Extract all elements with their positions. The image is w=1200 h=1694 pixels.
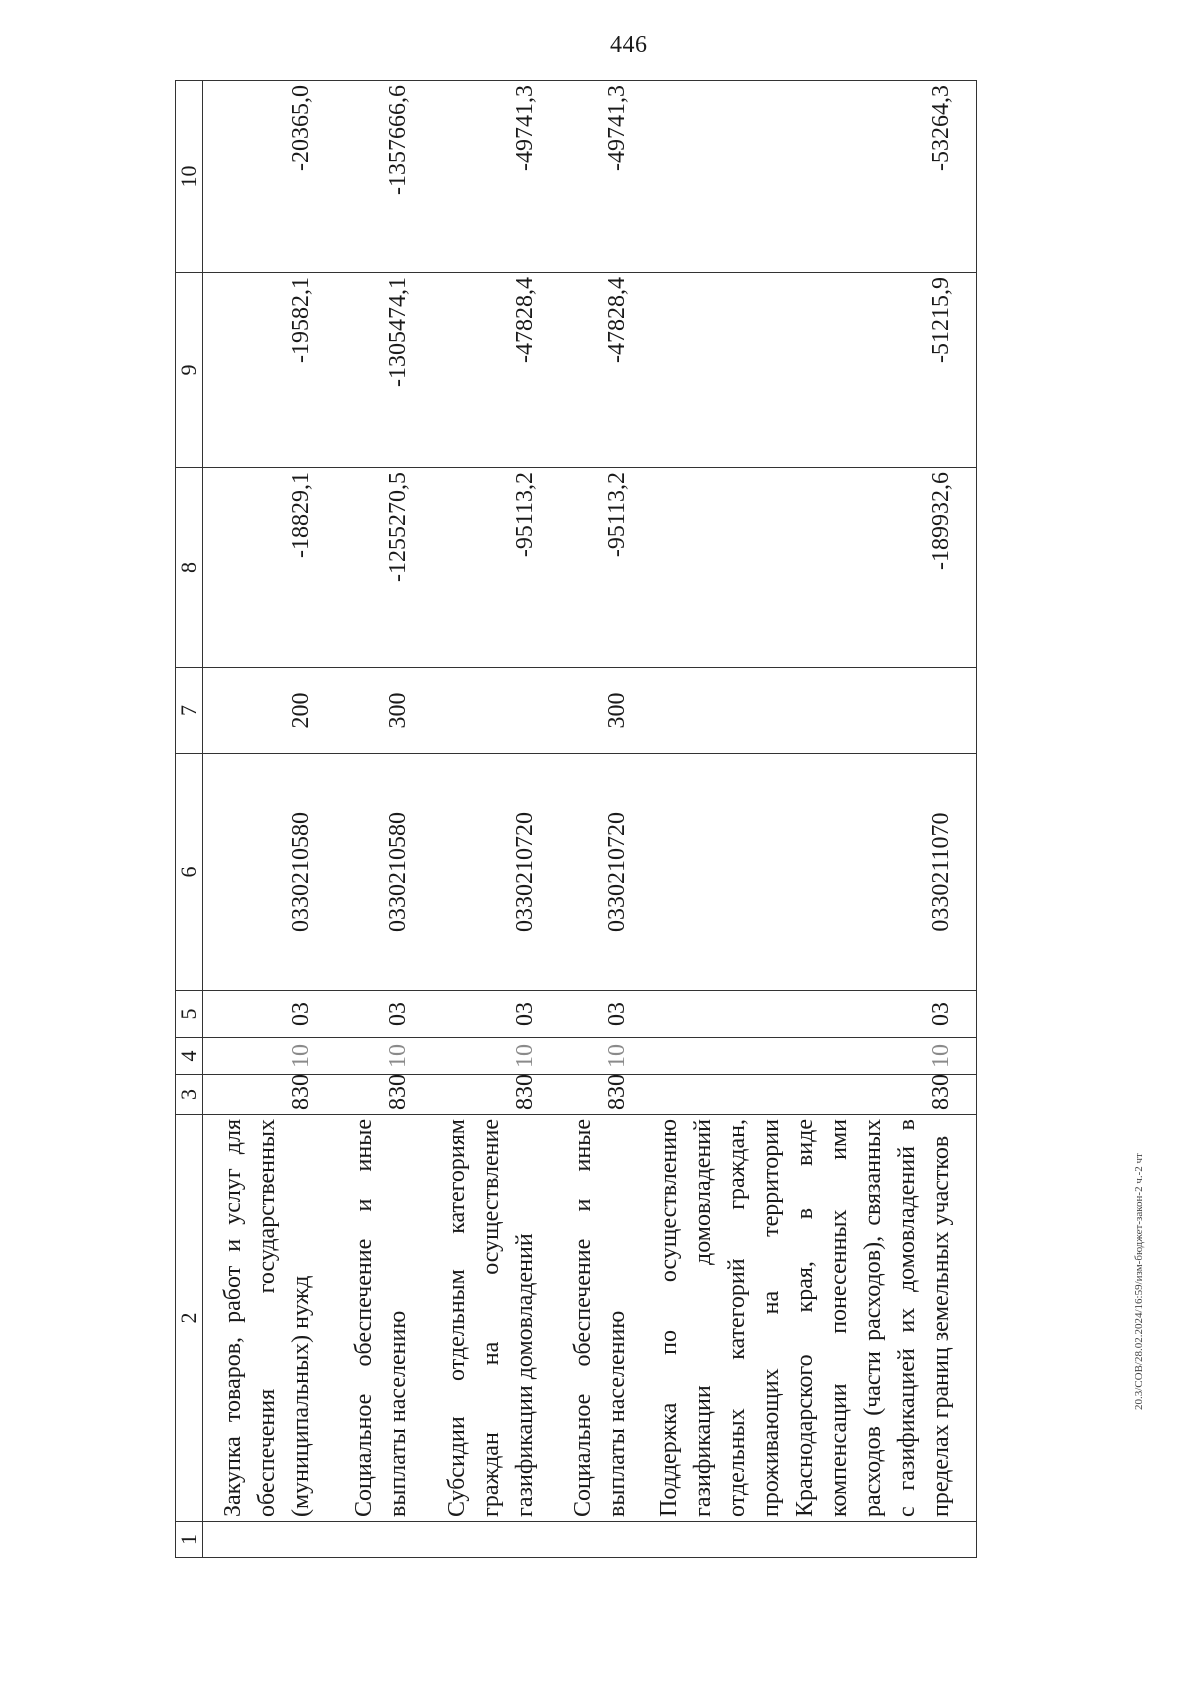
subsection-code-cell: 03 xyxy=(203,991,336,1038)
subsection-code-cell: 03 xyxy=(336,991,433,1038)
column-header: 6 xyxy=(176,754,203,991)
ministry-code-cell: 830 xyxy=(560,1075,652,1115)
ministry-code-cell: 830 xyxy=(203,1075,336,1115)
row-number-cell xyxy=(560,1522,652,1558)
subsection-code-cell: 03 xyxy=(433,991,560,1038)
ministry-code-cell: 830 xyxy=(433,1075,560,1115)
amount-year3-cell: -49741,3 xyxy=(433,81,560,273)
expense-type-cell: 300 xyxy=(336,668,433,754)
row-number-cell xyxy=(652,1522,977,1558)
row-number-cell xyxy=(203,1522,336,1558)
subsection-code-cell: 03 xyxy=(652,991,977,1038)
column-header: 2 xyxy=(176,1115,203,1522)
amount-year3-cell: -49741,3 xyxy=(560,81,652,273)
column-header: 7 xyxy=(176,668,203,754)
table-row xyxy=(336,81,433,1558)
row-number-cell xyxy=(433,1522,560,1558)
target-article-cell: 0330210720 xyxy=(433,754,560,991)
amount-year3-cell: -1357666,6 xyxy=(336,81,433,273)
column-header: 9 xyxy=(176,273,203,468)
document-footer-code: 20.3/СОВ/28.02.2024/16:59/изм-бюджет-закон-2 ч.-2 чт xyxy=(1133,1153,1145,1410)
table-row xyxy=(203,81,336,1558)
description-cell: Социальное обеспечение и иные выплаты населению xyxy=(336,1115,433,1522)
column-header: 10 xyxy=(176,81,203,273)
expense-type-cell xyxy=(652,668,977,754)
ministry-code-cell: 830 xyxy=(652,1075,977,1115)
description-cell: Поддержка по осуществлению газификации домовладений отдельных категорий граждан, проживающих на территории Краснодарского края, в виде компенсации понесенных ими расходов (части расходов), связанных с газификацией их домовладений в пределах границ земельных участков xyxy=(652,1115,977,1522)
table-row xyxy=(560,81,652,1558)
header-row xyxy=(176,81,203,1558)
amount-year1-cell: -1255270,5 xyxy=(336,468,433,668)
budget-table xyxy=(175,80,977,1558)
amount-year3-cell: -53264,3 xyxy=(652,81,977,273)
page-number: 446 xyxy=(610,32,648,58)
target-article-cell: 0330210580 xyxy=(203,754,336,991)
expense-type-cell: 200 xyxy=(203,668,336,754)
amount-year3-cell: -20365,0 xyxy=(203,81,336,273)
amount-year1-cell: -95113,2 xyxy=(433,468,560,668)
target-article-cell: 0330210580 xyxy=(336,754,433,991)
description-cell: Субсидии отдельным категориям граждан на осуществление газификации домовладений xyxy=(433,1115,560,1522)
table-row xyxy=(433,81,560,1558)
rotated-table-container xyxy=(175,81,998,1558)
amount-year2-cell: -1305474,1 xyxy=(336,273,433,468)
target-article-cell: 0330210720 xyxy=(560,754,652,991)
amount-year1-cell: -189932,6 xyxy=(652,468,977,668)
row-number-cell xyxy=(336,1522,433,1558)
amount-year1-cell: -18829,1 xyxy=(203,468,336,668)
amount-year2-cell: -47828,4 xyxy=(433,273,560,468)
section-code-cell: 10 xyxy=(652,1038,977,1075)
column-header: 4 xyxy=(176,1038,203,1075)
column-header: 1 xyxy=(176,1522,203,1558)
section-code-cell: 10 xyxy=(203,1038,336,1075)
section-code-cell: 10 xyxy=(560,1038,652,1075)
subsection-code-cell: 03 xyxy=(560,991,652,1038)
amount-year2-cell: -19582,1 xyxy=(203,273,336,468)
amount-year2-cell: -51215,9 xyxy=(652,273,977,468)
table-row xyxy=(652,81,977,1558)
section-code-cell: 10 xyxy=(336,1038,433,1075)
ministry-code-cell: 830 xyxy=(336,1075,433,1115)
description-cell: Закупка товаров, работ и услуг для обеспечения государственных (муниципальных) нужд xyxy=(203,1115,336,1522)
amount-year2-cell: -47828,4 xyxy=(560,273,652,468)
expense-type-cell: 300 xyxy=(560,668,652,754)
expense-type-cell xyxy=(433,668,560,754)
column-header: 8 xyxy=(176,468,203,668)
column-header: 5 xyxy=(176,991,203,1038)
description-cell: Социальное обеспечение и иные выплаты населению xyxy=(560,1115,652,1522)
amount-year1-cell: -95113,2 xyxy=(560,468,652,668)
column-header: 3 xyxy=(176,1075,203,1115)
section-code-cell: 10 xyxy=(433,1038,560,1075)
target-article-cell: 0330211070 xyxy=(652,754,977,991)
